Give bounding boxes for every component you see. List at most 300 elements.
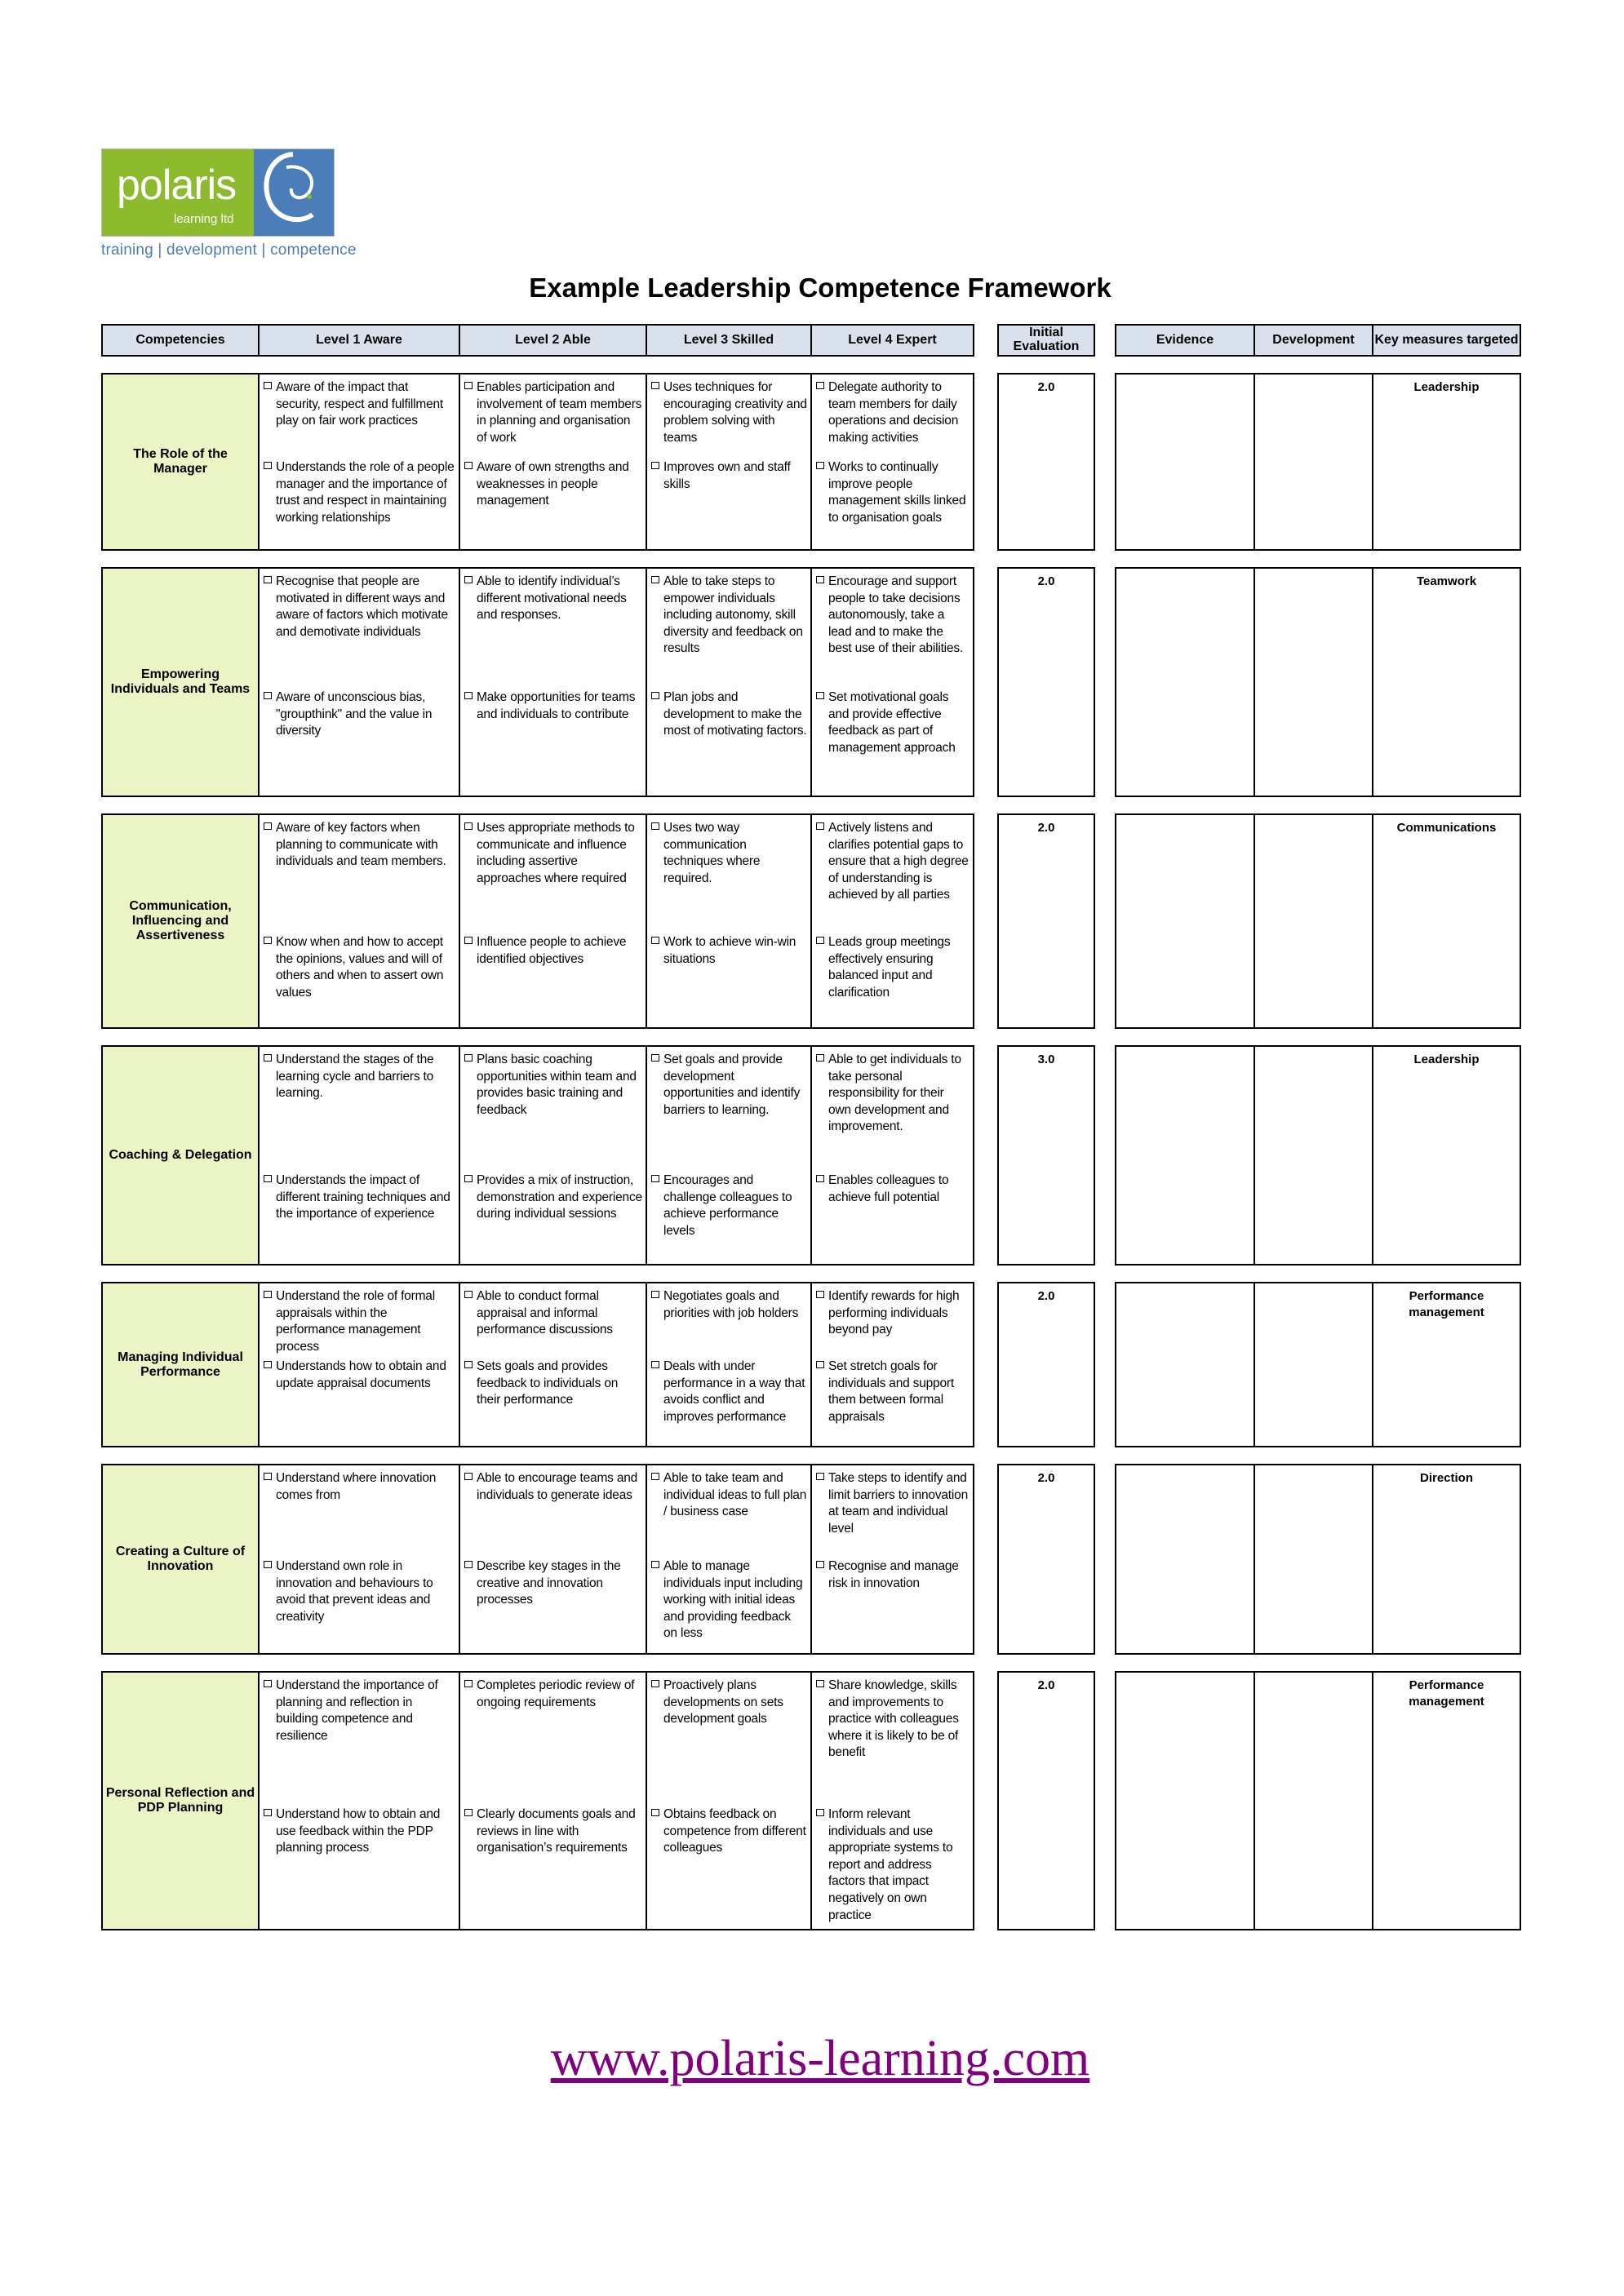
criterion-item	[464, 689, 642, 723]
row-gap	[102, 356, 974, 374]
criterion-block	[464, 1052, 642, 1172]
criterion-text: Works to continually improve people management skills linked to organisation goals	[828, 460, 966, 525]
header-level3: Level 3 Skilled	[646, 325, 811, 356]
gap-cell	[811, 1654, 974, 1672]
checkbox-icon[interactable]	[264, 692, 272, 699]
competency-row	[102, 1465, 974, 1654]
initial-evaluation-value: 2.0	[998, 1283, 1094, 1447]
criterion-item	[264, 1172, 455, 1223]
gap-cell	[998, 1654, 1094, 1672]
competence-table	[101, 324, 974, 1930]
header-key-measures: Key measures targeted	[1373, 325, 1520, 356]
evidence-cell[interactable]	[1116, 1465, 1254, 1654]
criterion-text: Set stretch goals for individuals and support them between formal appraisals	[828, 1359, 954, 1424]
checkbox-icon[interactable]	[464, 1680, 473, 1687]
criterion-text: Make opportunities for teams and individuals to contribute	[477, 690, 636, 721]
criterion-text: Know when and how to accept the opinions, values and will of others and when to assert own values	[276, 935, 444, 1000]
gap-cell	[998, 356, 1094, 374]
criterion-text: Encourage and support people to take decisions autonomously, take a lead and to make the best use of their abilities.	[828, 574, 963, 656]
checkbox-icon[interactable]	[264, 1054, 272, 1062]
criterion-item	[816, 934, 970, 1001]
gap-cell	[1116, 1447, 1254, 1465]
criterion-item	[651, 1806, 807, 1857]
level-cell-l1	[259, 1046, 459, 1265]
criterion-block	[264, 574, 455, 689]
gap-cell	[646, 1265, 811, 1283]
gap-cell	[1254, 796, 1373, 814]
checkbox-icon[interactable]	[816, 692, 824, 699]
competency-row	[102, 1283, 974, 1447]
gap-cell	[1254, 1028, 1373, 1046]
criterion-item	[464, 1172, 642, 1223]
checkbox-icon[interactable]	[651, 1473, 659, 1480]
criterion-text: Recognise and manage risk in innovation	[828, 1559, 959, 1590]
criterion-item	[651, 1052, 807, 1119]
criterion-block	[816, 1678, 970, 1806]
gap-cell	[259, 1265, 459, 1283]
gap-cell	[102, 796, 259, 814]
gap-cell	[459, 356, 646, 374]
criterion-item	[264, 1288, 455, 1355]
checkbox-icon[interactable]	[264, 576, 272, 583]
criterion-text: Understands the role of a people manager and the importance of trust and respect in maintaining working relationships	[276, 460, 455, 525]
header-evidence: Evidence	[1116, 325, 1254, 356]
evidence-cell[interactable]	[1116, 1046, 1254, 1265]
criterion-item	[264, 574, 455, 640]
header-level1: Level 1 Aware	[259, 325, 459, 356]
criterion-text: Able to take team and individual ideas to full plan / business case	[663, 1471, 807, 1519]
criterion-block	[651, 379, 807, 459]
criterion-text: Leads group meetings effectively ensuring balanced input and clarification	[828, 935, 951, 1000]
gap-cell	[646, 550, 811, 568]
gap-cell	[459, 550, 646, 568]
criterion-text: Aware of the impact that security, respect and fulfillment play on fair work practices	[276, 380, 444, 428]
level-cell-l1	[259, 1672, 459, 1930]
criterion-block	[816, 820, 970, 934]
criterion-text: Completes periodic review of ongoing requirements	[477, 1678, 635, 1709]
level-cell-l2	[459, 1672, 646, 1930]
criterion-text: Encourages and challenge colleagues to achieve performance levels	[663, 1173, 792, 1238]
criterion-item	[651, 820, 807, 887]
gap-cell	[998, 550, 1094, 568]
gap-cell	[259, 356, 459, 374]
criterion-text: Able to manage individuals input including working with initial ideas and providing feedback on less	[663, 1559, 803, 1641]
evidence-cell[interactable]	[1116, 1672, 1254, 1930]
checkbox-icon[interactable]	[816, 1473, 824, 1480]
criterion-text: Enables colleagues to achieve full potential	[828, 1173, 949, 1204]
criterion-block	[264, 1678, 455, 1806]
evidence-cell[interactable]	[1116, 374, 1254, 550]
criterion-block	[464, 379, 642, 459]
initial-evaluation-value: 2.0	[998, 814, 1094, 1028]
checkbox-icon[interactable]	[464, 462, 473, 469]
criterion-text: Clearly documents goals and reviews in line with organisation’s requirements	[477, 1807, 636, 1855]
checkbox-icon[interactable]	[816, 1809, 824, 1816]
criterion-item	[816, 379, 970, 446]
row-gap	[1116, 1028, 1520, 1046]
row-gap	[998, 1447, 1094, 1465]
checkbox-icon[interactable]	[816, 1175, 824, 1182]
gap-cell	[811, 796, 974, 814]
criterion-text: Set goals and provide development opportunities and identify barriers to learning.	[663, 1053, 801, 1117]
criterion-text: Identify rewards for high performing individuals beyond pay	[828, 1289, 960, 1337]
criterion-text: Obtains feedback on competence from different colleagues	[663, 1807, 806, 1855]
key-measure-cell: Leadership	[1373, 374, 1520, 550]
gap-cell	[459, 796, 646, 814]
checkbox-icon[interactable]	[464, 1054, 473, 1062]
level-cell-l4	[811, 1672, 974, 1930]
checkbox-icon[interactable]	[816, 822, 824, 830]
checkbox-icon[interactable]	[264, 1680, 272, 1687]
checkbox-icon[interactable]	[651, 462, 659, 469]
checkbox-icon[interactable]	[464, 1361, 473, 1368]
criterion-block	[464, 1470, 642, 1558]
row-gap	[102, 1028, 974, 1046]
level-cell-l3	[646, 1465, 811, 1654]
row-gap	[998, 356, 1094, 374]
level-cell-l4	[811, 814, 974, 1028]
criterion-item	[464, 574, 642, 624]
key-measure-cell: Direction	[1373, 1465, 1520, 1654]
evidence-row	[1116, 1046, 1520, 1265]
gap-cell	[1254, 356, 1373, 374]
gap-cell	[1116, 1028, 1254, 1046]
level-cell-l3	[646, 1283, 811, 1447]
criterion-text: Understand how to obtain and use feedback within the PDP planning process	[276, 1807, 441, 1855]
criterion-block	[464, 574, 642, 689]
criterion-block	[816, 1288, 970, 1359]
level-cell-l3	[646, 814, 811, 1028]
row-gap	[998, 1265, 1094, 1283]
evidence-cell[interactable]	[1116, 814, 1254, 1028]
criterion-item	[264, 820, 455, 871]
criterion-item	[464, 1558, 642, 1609]
development-cell[interactable]	[1254, 1465, 1373, 1654]
gap-cell	[811, 1265, 974, 1283]
competency-row	[102, 814, 974, 1028]
criterion-text: Understands the impact of different training techniques and the importance of experience	[276, 1173, 450, 1221]
checkbox-icon[interactable]	[264, 1809, 272, 1816]
checkbox-icon[interactable]	[816, 937, 824, 944]
criterion-text: Negotiates goals and priorities with job holders	[663, 1289, 799, 1320]
criterion-item	[651, 574, 807, 658]
checkbox-icon[interactable]	[264, 1291, 272, 1298]
gap-cell	[998, 1265, 1094, 1283]
criterion-item	[651, 1678, 807, 1728]
criterion-text: Improves own and staff skills	[663, 460, 791, 491]
page-title: Example Leadership Competence Framework	[529, 273, 1112, 303]
level-cell-l4	[811, 1465, 974, 1654]
gap-cell	[102, 356, 259, 374]
criterion-text: Deals with under performance in a way that avoids conflict and improves performance	[663, 1359, 805, 1424]
criterion-item	[464, 379, 642, 446]
footer-website-link[interactable]: www.polaris-learning.com	[550, 2031, 1090, 2086]
checkbox-icon[interactable]	[651, 937, 659, 944]
criterion-item	[651, 1470, 807, 1521]
row-gap	[998, 550, 1094, 568]
criterion-block	[651, 574, 807, 689]
evaluation-row	[998, 1672, 1094, 1930]
evidence-row	[1116, 374, 1520, 550]
criterion-block	[816, 1052, 970, 1172]
criterion-item	[464, 820, 642, 887]
criterion-text: Set motivational goals and provide effective feedback as part of management approach	[828, 690, 956, 755]
criterion-item	[264, 1052, 455, 1102]
checkbox-icon[interactable]	[651, 822, 659, 830]
criterion-text: Plans basic coaching opportunities within team and provides basic training and feedback	[477, 1053, 637, 1117]
checkbox-icon[interactable]	[264, 1361, 272, 1368]
gap-cell	[1373, 1265, 1520, 1283]
checkbox-icon[interactable]	[264, 822, 272, 830]
checkbox-icon[interactable]	[651, 1361, 659, 1368]
checkbox-icon[interactable]	[464, 576, 473, 583]
checkbox-icon[interactable]	[264, 1175, 272, 1182]
gap-cell	[811, 550, 974, 568]
checkbox-icon[interactable]	[651, 1561, 659, 1568]
checkbox-icon[interactable]	[651, 692, 659, 699]
competency-name: The Role of the Manager	[102, 374, 259, 550]
header-level2: Level 2 Able	[459, 325, 646, 356]
gap-cell	[811, 1447, 974, 1465]
checkbox-icon[interactable]	[464, 1291, 473, 1298]
row-gap	[102, 1654, 974, 1672]
checkbox-icon[interactable]	[816, 1054, 824, 1062]
checkbox-icon[interactable]	[264, 462, 272, 469]
logo-swirl-icon	[254, 149, 334, 236]
gap-cell	[811, 1028, 974, 1046]
competency-name: Creating a Culture of Innovation	[102, 1465, 259, 1654]
gap-cell	[1254, 1265, 1373, 1283]
initial-evaluation-value: 2.0	[998, 1672, 1094, 1930]
criterion-block	[816, 379, 970, 459]
criterion-text: Delegate authority to team members for daily operations and decision making activities	[828, 380, 959, 445]
checkbox-icon[interactable]	[464, 382, 473, 389]
checkbox-icon[interactable]	[651, 382, 659, 389]
evidence-cell[interactable]	[1116, 1283, 1254, 1447]
gap-cell	[1116, 550, 1254, 568]
criterion-block	[264, 1470, 455, 1558]
criterion-block	[651, 1678, 807, 1806]
checkbox-icon[interactable]	[264, 1561, 272, 1568]
checkbox-icon[interactable]	[651, 1809, 659, 1816]
criterion-block	[651, 820, 807, 934]
level-cell-l4	[811, 1283, 974, 1447]
criterion-item	[816, 1470, 970, 1537]
level-cell-l3	[646, 1672, 811, 1930]
header-level4: Level 4 Expert	[811, 325, 974, 356]
checkbox-icon[interactable]	[816, 1361, 824, 1368]
gap-cell	[646, 1028, 811, 1046]
evidence-row	[1116, 1283, 1520, 1447]
checkbox-icon[interactable]	[651, 1680, 659, 1687]
gap-cell	[102, 1654, 259, 1672]
level-cell-l2	[459, 814, 646, 1028]
criterion-block	[816, 574, 970, 689]
criterion-item	[264, 1359, 455, 1392]
row-gap	[998, 1028, 1094, 1046]
evaluation-row	[998, 568, 1094, 796]
checkbox-icon[interactable]	[464, 822, 473, 830]
criterion-text: Understand own role in innovation and behaviours to avoid that prevent ideas and creativity	[276, 1559, 433, 1624]
key-measure-cell: Performance management	[1373, 1672, 1520, 1930]
gap-cell	[259, 1654, 459, 1672]
evidence-cell[interactable]	[1116, 568, 1254, 796]
gap-cell	[259, 796, 459, 814]
criterion-text: Able to identify individual’s different motivational needs and responses.	[477, 574, 627, 623]
key-measure-cell: Communications	[1373, 814, 1520, 1028]
criterion-item	[264, 689, 455, 740]
gap-cell	[1373, 1028, 1520, 1046]
checkbox-icon[interactable]	[816, 1561, 824, 1568]
level-cell-l4	[811, 374, 974, 550]
criterion-text: Enables participation and involvement of team members in planning and organisation of work	[477, 380, 642, 445]
row-gap	[998, 1654, 1094, 1672]
development-cell[interactable]	[1254, 1672, 1373, 1930]
criterion-item	[816, 574, 970, 658]
checkbox-icon[interactable]	[816, 462, 824, 469]
criterion-text: Aware of key factors when planning to communicate with individuals and team members.	[276, 821, 446, 869]
development-cell[interactable]	[1254, 1046, 1373, 1265]
criterion-text: Take steps to identify and limit barriers to innovation at team and individual level	[828, 1471, 969, 1536]
criterion-item	[464, 934, 642, 968]
criterion-item	[464, 1806, 642, 1857]
initial-evaluation-value: 2.0	[998, 1465, 1094, 1654]
gap-cell	[102, 1265, 259, 1283]
criterion-item	[264, 1558, 455, 1625]
criterion-block	[651, 1470, 807, 1558]
evaluation-row	[998, 1046, 1094, 1265]
criterion-item	[651, 379, 807, 446]
gap-cell	[1373, 1447, 1520, 1465]
gap-cell	[646, 356, 811, 374]
checkbox-icon[interactable]	[464, 937, 473, 944]
gap-cell	[259, 550, 459, 568]
criterion-item	[816, 1052, 970, 1136]
evidence-row	[1116, 1672, 1520, 1930]
level-cell-l1	[259, 1465, 459, 1654]
criterion-block	[816, 1470, 970, 1558]
evaluation-row	[998, 1465, 1094, 1654]
checkbox-icon[interactable]	[651, 1175, 659, 1182]
criterion-item	[651, 1359, 807, 1425]
criterion-block	[264, 1288, 455, 1359]
competency-row	[102, 568, 974, 796]
development-cell[interactable]	[1254, 814, 1373, 1028]
criterion-block	[651, 1052, 807, 1172]
checkbox-icon[interactable]	[651, 1054, 659, 1062]
gap-cell	[646, 1654, 811, 1672]
gap-cell	[1373, 1654, 1520, 1672]
criterion-item	[651, 1288, 807, 1322]
criterion-item	[464, 459, 642, 510]
gap-cell	[102, 1447, 259, 1465]
development-cell[interactable]	[1254, 568, 1373, 796]
criterion-text: Understand the importance of planning and reflection in building competence and resilience	[276, 1678, 438, 1743]
checkbox-icon[interactable]	[464, 1473, 473, 1480]
gap-cell	[259, 1447, 459, 1465]
checkbox-icon[interactable]	[816, 1291, 824, 1298]
criterion-text: Able to conduct formal appraisal and informal performance discussions	[477, 1289, 613, 1337]
gap-cell	[1373, 356, 1520, 374]
criterion-text: Able to take steps to empower individuals including autonomy, skill diversity and feedback on results	[663, 574, 803, 656]
criterion-item	[651, 459, 807, 493]
checkbox-icon[interactable]	[264, 937, 272, 944]
criterion-text: Describe key stages in the creative and innovation processes	[477, 1559, 621, 1607]
criterion-text: Uses techniques for encouraging creativity and problem solving with teams	[663, 380, 807, 445]
row-gap	[1116, 356, 1520, 374]
criterion-item	[264, 934, 455, 1001]
criterion-text: Uses appropriate methods to communicate and influence including assertive approaches where required	[477, 821, 635, 885]
criterion-item	[464, 1359, 642, 1409]
gap-cell	[102, 550, 259, 568]
criterion-text: Work to achieve win-win situations	[663, 935, 796, 966]
key-measure-cell: Performance management	[1373, 1283, 1520, 1447]
checkbox-icon[interactable]	[651, 576, 659, 583]
checkbox-icon[interactable]	[651, 1291, 659, 1298]
evaluation-row	[998, 374, 1094, 550]
initial-evaluation-value: 2.0	[998, 374, 1094, 550]
checkbox-icon[interactable]	[264, 1473, 272, 1480]
gap-cell	[1116, 356, 1254, 374]
row-gap	[1116, 1265, 1520, 1283]
checkbox-icon[interactable]	[816, 1680, 824, 1687]
initial-evaluation-value: 3.0	[998, 1046, 1094, 1265]
level-cell-l4	[811, 568, 974, 796]
criterion-block	[264, 379, 455, 459]
row-gap	[1116, 550, 1520, 568]
criterion-text: Aware of own strengths and weaknesses in people management	[477, 460, 629, 508]
competency-name: Empowering Individuals and Teams	[102, 568, 259, 796]
gap-cell	[998, 1447, 1094, 1465]
competency-row	[102, 1046, 974, 1265]
criterion-text: Understand where innovation comes from	[276, 1471, 437, 1502]
level-cell-l2	[459, 374, 646, 550]
row-gap	[102, 1447, 974, 1465]
criterion-item	[464, 1052, 642, 1119]
level-cell-l3	[646, 1046, 811, 1265]
header-initial-evaluation: Initial Evaluation	[998, 325, 1094, 356]
gap-cell	[1116, 1265, 1254, 1283]
logo-tagline: training | development | competence	[101, 242, 357, 259]
evaluation-table	[997, 324, 1095, 1930]
development-cell[interactable]	[1254, 374, 1373, 550]
checkbox-icon[interactable]	[464, 692, 473, 699]
development-cell[interactable]	[1254, 1283, 1373, 1447]
row-gap	[102, 1265, 974, 1283]
criterion-text: Aware of unconscious bias, "groupthink" and the value in diversity	[276, 690, 433, 738]
level-cell-l2	[459, 1046, 646, 1265]
gap-cell	[459, 1265, 646, 1283]
gap-cell	[1254, 1654, 1373, 1672]
criterion-block	[264, 820, 455, 934]
gap-cell	[811, 356, 974, 374]
criterion-item	[464, 1470, 642, 1504]
checkbox-icon[interactable]	[464, 1561, 473, 1568]
gap-cell	[459, 1654, 646, 1672]
checkbox-icon[interactable]	[816, 576, 824, 583]
gap-cell	[102, 1028, 259, 1046]
checkbox-icon[interactable]	[464, 1809, 473, 1816]
competency-name: Personal Reflection and PDP Planning	[102, 1672, 259, 1930]
criterion-text: Recognise that people are motivated in different ways and aware of factors which motivate and demotivate individuals	[276, 574, 448, 639]
gap-cell	[1254, 1447, 1373, 1465]
row-gap	[102, 550, 974, 568]
checkbox-icon[interactable]	[464, 1175, 473, 1182]
checkbox-icon[interactable]	[264, 382, 272, 389]
criterion-item	[816, 1288, 970, 1339]
criterion-text: Sets goals and provides feedback to individuals on their performance	[477, 1359, 619, 1407]
checkbox-icon[interactable]	[816, 382, 824, 389]
